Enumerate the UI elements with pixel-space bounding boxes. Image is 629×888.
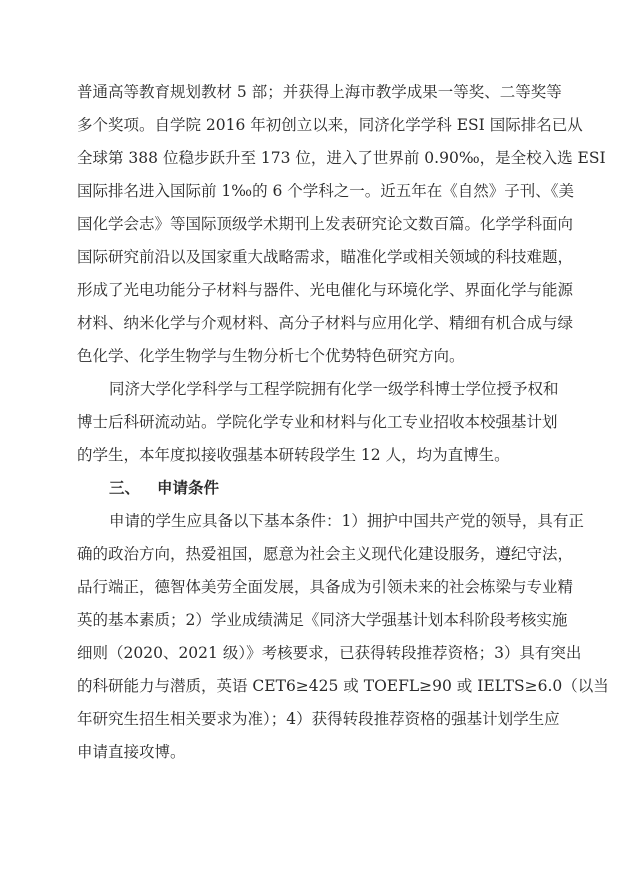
text-line: 国化学会志》等国际顶级学术期刊上发表研究论文数百篇。化学学科面向 — [77, 215, 574, 233]
text-line: 全球第 388 位稳步跃升至 173 位，进入了世界前 0.90‰，是全校入选 ESI — [77, 149, 606, 167]
text-line: 细则（2020、2021 级）》考核要求，已获得转段推荐资格；3）具有突出 — [77, 644, 582, 662]
text-line: 国际排名进入国际前 1‰的 6 个学科之一。近五年在《自然》子刊、《美 — [77, 182, 575, 200]
section-number: 三、 — [109, 479, 141, 497]
text-line: 英的基本素质；2）学业成绩满足《同济大学强基计划本科阶段考核实施 — [77, 611, 568, 629]
text-line: 的科研能力与潜质，英语 CET6≥425 或 TOEFL≥90 或 IELTS≥6.0（以当 — [77, 677, 609, 695]
text-line: 确的政治方向，热爱祖国，愿意为社会主义现代化建设服务，遵纪守法， — [77, 545, 574, 563]
text-line: 博士后科研流动站。学院化学专业和材料与化工专业招收本校强基计划 — [77, 413, 558, 431]
document-page — [77, 80, 609, 773]
text-line: 品行端正，德智体美劳全面发展，具备成为引领未来的社会栋梁与专业精 — [77, 578, 574, 596]
text-line: 多个奖项。自学院 2016 年初创立以来，同济化学学科 ESI 国际排名已从 — [77, 116, 583, 134]
text-line: 申请的学生应具备以下基本条件：1）拥护中国共产党的领导，具有正 — [109, 512, 584, 530]
text-line: 材料、纳米化学与介观材料、高分子材料与应用化学、精细有机合成与绿 — [77, 314, 574, 332]
text-line: 的学生，本年度拟接收强基本研转段学生 12 人，均为直博生。 — [77, 446, 510, 464]
paragraph-application-requirements — [77, 509, 609, 773]
text-line: 形成了光电功能分子材料与器件、光电催化与环境化学、界面化学与能源 — [77, 281, 574, 299]
section-title: 申请条件 — [157, 479, 220, 497]
paragraph-doctoral-program — [77, 377, 559, 476]
text-line: 同济大学化学科学与工程学院拥有化学一级学科博士学位授予权和 — [109, 380, 559, 398]
text-line: 国际研究前沿以及国家重大战略需求，瞄准化学或相关领域的科技难题， — [77, 248, 574, 266]
text-line: 色化学、化学生物学与生物分析七个优势特色研究方向。 — [77, 347, 465, 365]
section-heading — [77, 476, 544, 509]
text-line: 年研究生招生相关要求为准）；4）获得转段推荐资格的强基计划学生应 — [77, 710, 560, 728]
paragraph-research-overview — [77, 80, 606, 377]
text-line: 申请直接攻博。 — [77, 743, 186, 761]
text-line: 普通高等教育规划教材 5 部；并获得上海市教学成果一等奖、二等奖等 — [77, 83, 562, 101]
